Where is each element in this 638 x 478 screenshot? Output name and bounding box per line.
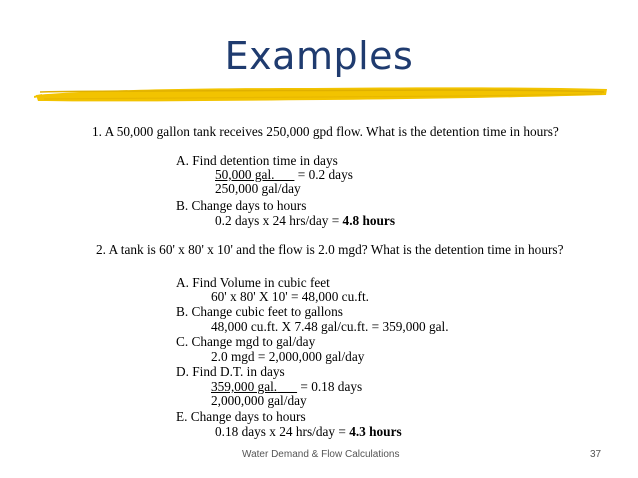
example2-stepC-label: C. Change mgd to gal/day <box>176 334 316 349</box>
example1-stepB-line <box>215 213 395 228</box>
example2-stepC-calc: 2.0 mgd = 2,000,000 gal/day <box>211 349 365 364</box>
example2-stepE-calc: 0.18 days x 24 hrs/day = <box>215 424 346 439</box>
slide-title: Examples <box>224 34 414 78</box>
example2-stepE-line <box>215 424 402 439</box>
example2-stepD-label: D. Find D.T. in days <box>176 364 285 379</box>
example2-stepE-answer: 4.3 hours <box>349 424 402 439</box>
example2-stepA-calc: 60' x 80' X 10' = 48,000 cu.ft. <box>211 289 369 304</box>
example2-stepE-label: E. Change days to hours <box>176 409 306 424</box>
example1-stepB-label: B. Change days to hours <box>176 198 307 213</box>
example2-stepD-result: = 0.18 days <box>300 379 363 394</box>
example2-stepD-denominator: 2,000,000 gal/day <box>211 393 307 408</box>
example2-stepD-fraction <box>211 379 362 394</box>
example1-stepB-answer: 4.8 hours <box>342 213 396 228</box>
example1-stepA-fraction <box>215 167 353 182</box>
example1-question: 1. A 50,000 gallon tank receives 250,000 gpd flow. What is the detention time in hours? <box>92 124 559 139</box>
example1-stepB-calc: 0.2 days x 24 hrs/day = <box>215 213 340 228</box>
example1-stepA-numerator: 50,000 gal. <box>215 167 275 182</box>
example2-stepB-calc: 48,000 cu.ft. X 7.48 gal/cu.ft. = 359,000 gal. <box>211 319 449 334</box>
example2-stepA-label: A. Find Volume in cubic feet <box>176 275 330 290</box>
example2-stepB-label: B. Change cubic feet to gallons <box>176 304 343 319</box>
example2-question: 2. A tank is 60' x 80' x 10' and the flow is 2.0 mgd? What is the detention time in hours? <box>96 242 564 257</box>
example1-stepA-result: = 0.2 days <box>297 167 353 182</box>
example1-stepA-label: A. Find detention time in days <box>176 153 338 168</box>
example1-stepA-denominator: 250,000 gal/day <box>215 181 301 196</box>
example2-stepD-numerator: 359,000 gal. <box>211 379 278 394</box>
page-number: 37 <box>590 449 602 460</box>
slide-footer: Water Demand & Flow Calculations <box>242 449 400 460</box>
